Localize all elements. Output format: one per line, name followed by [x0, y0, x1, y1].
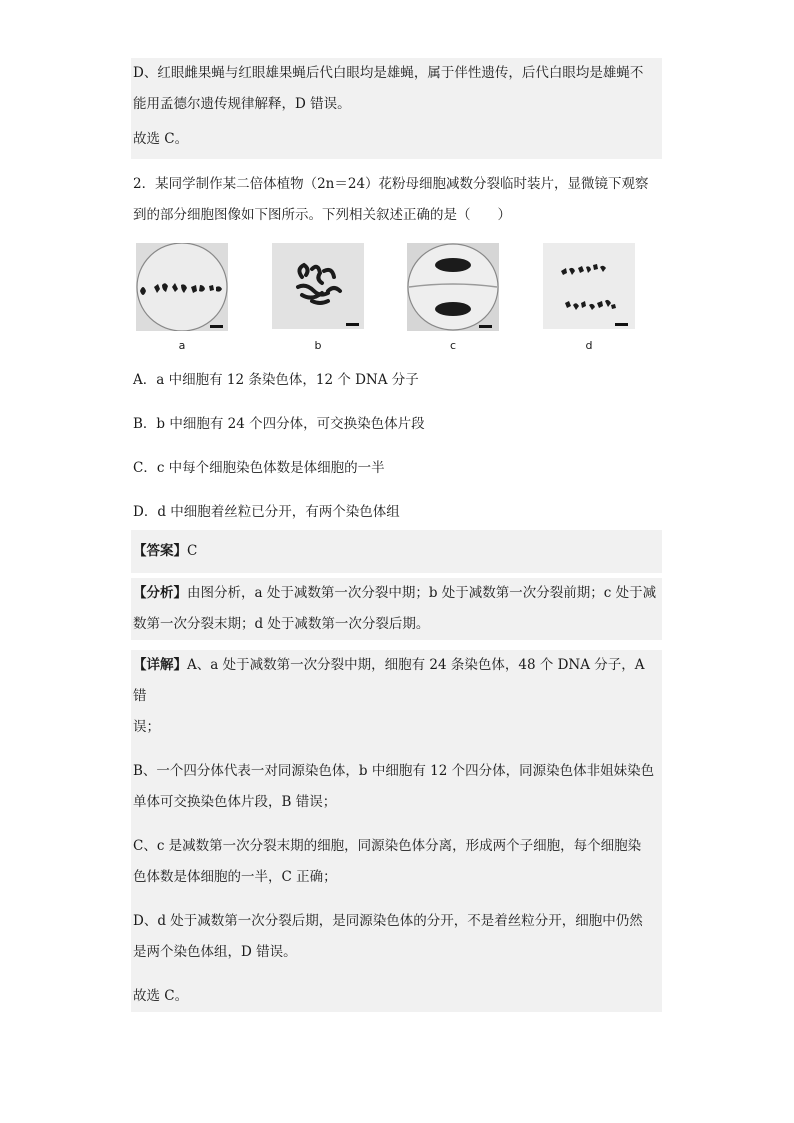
prev-choice: 故选 C。	[133, 131, 189, 147]
micrograph-d-label: d	[585, 339, 593, 352]
micrograph-d	[543, 243, 635, 352]
prev-choice-block	[131, 120, 662, 159]
detail-tag: 【详解】	[133, 657, 187, 673]
detail-c-line2: 色体数是体细胞的一半，C 正确；	[133, 869, 337, 885]
question-stem-line2: 到的部分细胞图像如下图所示。下列相关叙述正确的是（ ）	[133, 207, 511, 223]
micrograph-c-label: c	[449, 339, 457, 352]
detail-b-line2: 单体可交换染色体片段，B 错误；	[133, 794, 337, 810]
analysis-line2: 数第一次分裂末期；d 处于减数第一次分裂后期。	[133, 616, 430, 632]
detail-a-line1	[131, 650, 662, 712]
micrograph-b-label: b	[314, 339, 322, 352]
analysis-tag: 【分析】	[133, 585, 187, 601]
option-b: B．b 中细胞有 24 个四分体，可交换染色体片段	[133, 416, 425, 432]
prev-detail-d-block	[131, 58, 662, 120]
detail-b-line1: B、一个四分体代表一对同源染色体，b 中细胞有 12 个四分体，同源染色体非姐妹染色	[133, 763, 655, 779]
detail-a-line2: 误；	[133, 719, 160, 735]
detail-a-text1: A、a 处于减数第一次分裂中期，细胞有 24 条染色体，48 个 DNA 分子，A 错	[133, 657, 645, 704]
micrograph-d-image	[543, 243, 635, 329]
micrograph-figure	[131, 237, 662, 359]
answer-block	[131, 530, 662, 573]
detail-d-line1: D、d 处于减数第一次分裂后期，是同源染色体的分开，不是着丝粒分开，细胞中仍然	[133, 913, 643, 929]
micrograph-b-image	[272, 243, 364, 329]
micrograph-a	[136, 243, 228, 352]
detail-block	[131, 650, 662, 1012]
answer-line	[131, 530, 662, 573]
answer-tag: 【答案】	[133, 543, 187, 559]
document-page	[131, 58, 662, 1012]
analysis-line1	[131, 578, 662, 609]
prev-detail-d-line1: D、红眼雌果蝇与红眼雄果蝇后代白眼均是雄蝇，属于伴性遗传，后代白眼均是雄蝇不	[133, 65, 644, 81]
micrograph-a-image	[136, 243, 228, 331]
prev-detail-d-line2: 能用孟德尔遗传规律解释，D 错误。	[133, 96, 351, 112]
detail-c-line1: C、c 是减数第一次分裂末期的细胞，同源染色体分离，形成两个子细胞，每个细胞染	[133, 838, 642, 854]
option-a: A．a 中细胞有 12 条染色体，12 个 DNA 分子	[133, 372, 419, 388]
final-choice: 故选 C。	[133, 988, 189, 1004]
detail-d-line2: 是两个染色体组，D 错误。	[133, 944, 297, 960]
micrograph-c	[407, 243, 499, 352]
option-d: D．d 中细胞着丝粒已分开，有两个染色体组	[133, 504, 400, 520]
option-c: C．c 中每个细胞染色体数是体细胞的一半	[133, 460, 385, 476]
micrograph-b	[272, 243, 364, 352]
analysis-text1: 由图分析，a 处于减数第一次分裂中期；b 处于减数第一次分裂前期；c 处于减	[187, 585, 657, 601]
analysis-block	[131, 578, 662, 640]
micrograph-c-image	[407, 243, 499, 331]
answer-value: C	[187, 543, 198, 559]
micrograph-a-label: a	[178, 339, 186, 352]
question-stem-line1: 2．某同学制作某二倍体植物（2n＝24）花粉母细胞减数分裂临时装片，显微镜下观察	[133, 176, 649, 192]
